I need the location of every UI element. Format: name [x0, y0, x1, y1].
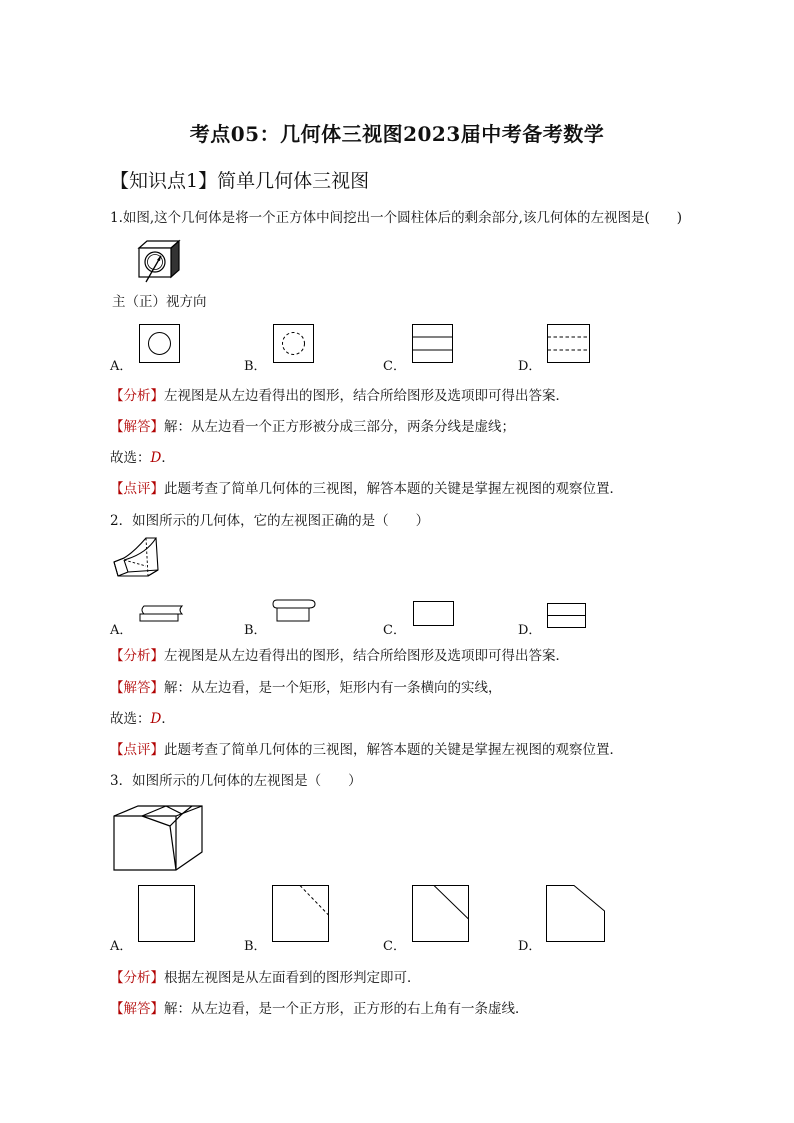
analysis-text: 根据左视图是从左面看到的图形判定即可． [164, 970, 421, 986]
question-1-solid-figure [134, 238, 184, 290]
question-1-analysis [110, 384, 569, 404]
question-2-option-d-figure [547, 603, 587, 629]
choice-prefix: 故选： [110, 711, 151, 727]
review-tag: 【点评】 [110, 481, 164, 497]
choice-answer: D [150, 711, 162, 727]
question-2-option-c-label: C． [383, 623, 406, 638]
question-1-option-a-figure [139, 324, 181, 364]
question-3-option-d-label: D． [518, 939, 542, 954]
analysis-text: 左视图是从左边看得出的图形，结合所给图形及选项即可得出答案． [164, 388, 569, 404]
analysis-tag: 【分析】 [110, 648, 164, 664]
question-3-option-a-label: A． [110, 939, 133, 954]
analysis-text: 左视图是从左边看得出的图形，结合所给图形及选项即可得出答案． [164, 648, 569, 664]
question-3-option-a-figure [138, 885, 196, 943]
solution-tag: 【解答】 [110, 419, 164, 435]
question-3-option-d-figure [546, 885, 606, 943]
question-1-option-d-label: D． [518, 359, 542, 374]
review-text: 此题考查了简单几何体的三视图，解答本题的关键是掌握左视图的观察位置． [164, 481, 623, 497]
page-title: 考点05：几何体三视图2023届中考备考数学 [189, 122, 605, 146]
question-2-option-b-label: B． [244, 623, 267, 638]
question-3-option-c-label: C． [383, 939, 406, 954]
choice-suffix: ． [161, 711, 175, 727]
review-text: 此题考查了简单几何体的三视图，解答本题的关键是掌握左视图的观察位置． [164, 742, 623, 758]
question-3-option-b-figure [272, 885, 330, 943]
question-1-option-a-label: A． [110, 359, 133, 374]
question-2-option-b-figure [271, 598, 317, 624]
question-2-review [110, 738, 623, 758]
choice-answer: D [150, 450, 162, 466]
question-3-option-b-label: B． [244, 939, 267, 954]
question-2-solution [110, 676, 502, 696]
choice-suffix: ． [161, 450, 175, 466]
solution-text: 解：从左边看，是一个矩形，矩形内有一条横向的实线， [164, 680, 502, 696]
analysis-tag: 【分析】 [110, 388, 164, 404]
question-1-option-c-label: C． [383, 359, 406, 374]
question-3-solid-figure [112, 802, 206, 874]
question-2-option-d-label: D． [518, 623, 542, 638]
question-1-choice [110, 446, 175, 466]
analysis-tag: 【分析】 [110, 970, 164, 986]
question-1-figure-caption: 主（正）视方向 [112, 294, 207, 310]
question-1-option-b-figure [273, 324, 315, 364]
question-1-stem: 1.如图,这个几何体是将一个正方体中间挖出一个圆柱体后的剩余部分,该几何体的左视图是( ) [110, 210, 682, 226]
question-3-analysis [110, 966, 421, 986]
question-2-option-c-figure [413, 601, 455, 627]
question-2-stem: 2．如图所示的几何体，它的左视图正确的是（ ） [110, 513, 430, 529]
question-1-review [110, 477, 623, 497]
question-2-analysis [110, 644, 569, 664]
section-heading: 【知识点1】简单几何体三视图 [110, 170, 370, 192]
question-3-stem: 3．如图所示的几何体的左视图是（ ） [110, 773, 362, 789]
review-tag: 【点评】 [110, 742, 164, 758]
question-2-choice [110, 707, 175, 727]
solution-text: 解：从左边看一个正方形被分成三部分，两条分线是虚线； [164, 419, 515, 435]
choice-prefix: 故选： [110, 450, 151, 466]
solution-tag: 【解答】 [110, 1001, 164, 1017]
question-1-option-d-figure [547, 324, 591, 364]
question-2-solid-figure [110, 536, 166, 586]
question-1-option-b-label: B． [244, 359, 267, 374]
question-2-option-a-figure [138, 603, 186, 623]
solution-tag: 【解答】 [110, 680, 164, 696]
question-2-option-a-label: A． [110, 623, 133, 638]
question-1-solution [110, 415, 515, 435]
question-3-solution [110, 997, 529, 1017]
question-3-option-c-figure [412, 885, 470, 943]
solution-text: 解：从左边看，是一个正方形，正方形的右上角有一条虚线． [164, 1001, 529, 1017]
question-1-option-c-figure [412, 324, 454, 364]
